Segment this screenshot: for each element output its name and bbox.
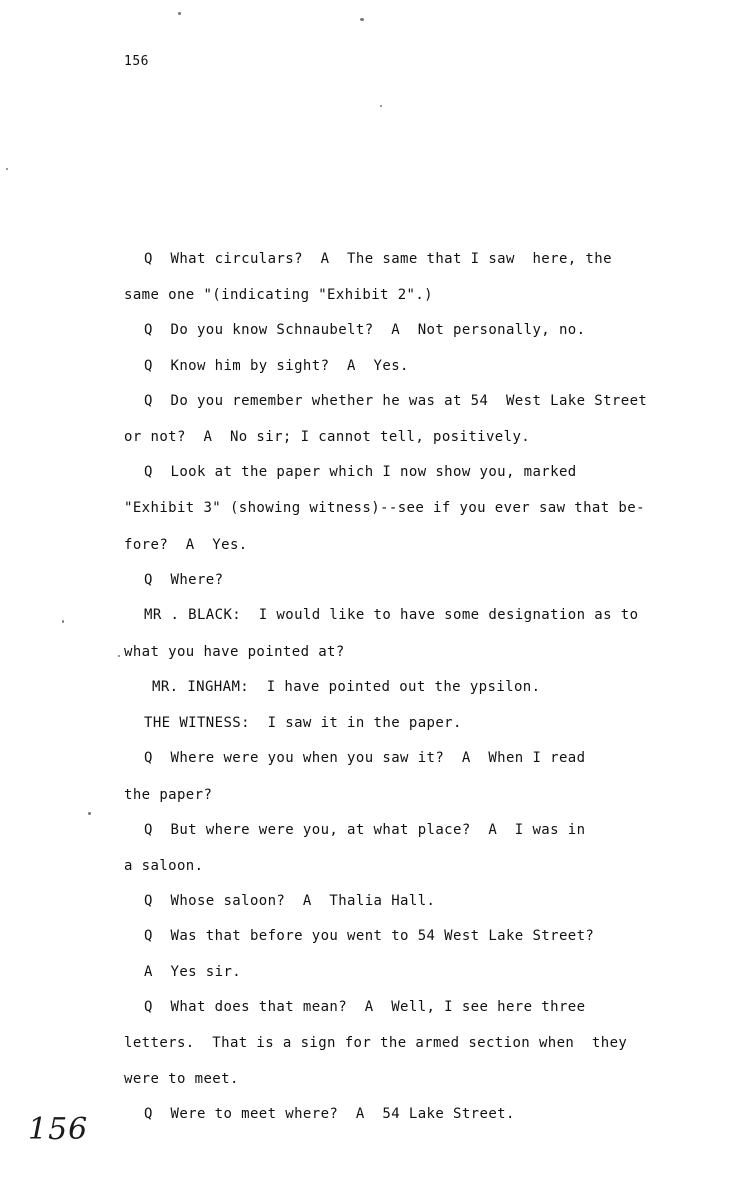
text-line: same one "(indicating "Exhibit 2".) [124,287,434,303]
text-line: Q Know him by sight? A Yes. [144,358,409,374]
text-line: Q Where? [144,572,224,588]
paper-speck [118,655,120,657]
paper-speck [178,12,181,15]
text-line: Q Look at the paper which I now show you, marked [144,464,577,480]
text-line: Q Do you remember whether he was at 54 West Lake Street [144,393,648,409]
handwritten-page-number: 156 [28,1112,89,1147]
text-line: A Yes sir. [144,964,242,980]
text-line: or not? A No sir; I cannot tell, positively. [124,429,531,445]
paper-speck [360,18,364,21]
text-line: Q Where were you when you saw it? A When I read [144,750,586,766]
text-line: Q Whose saloon? A Thalia Hall. [144,893,436,909]
text-line: a saloon. [124,858,204,874]
text-line: were to meet. [124,1071,239,1087]
text-line: letters. That is a sign for the armed section when they [124,1035,628,1051]
text-line: MR . BLACK: I would like to have some designation as to [144,607,639,623]
text-line: MR. INGHAM: I have pointed out the ypsilon. [152,679,541,695]
text-line: Q What circulars? A The same that I saw here, the [144,251,612,267]
page-number: 156 [124,54,149,69]
paper-speck [62,620,64,623]
text-line: Q What does that mean? A Well, I see here three [144,999,586,1015]
text-line: the paper? [124,787,213,803]
paper-speck [380,105,382,107]
paper-speck [6,168,8,170]
text-line: Q Was that before you went to 54 West Lake Street? [144,928,595,944]
text-line: Q Do you know Schnaubelt? A Not personally, no. [144,322,586,338]
paper-speck [88,812,91,815]
text-line: what you have pointed at? [124,644,345,660]
text-line: THE WITNESS: I saw it in the paper. [144,715,462,731]
text-line: "Exhibit 3" (showing witness)--see if you ever saw that be- [124,500,645,516]
text-line: Q But where were you, at what place? A I was in [144,822,586,838]
text-line: Q Were to meet where? A 54 Lake Street. [144,1106,515,1122]
text-line: fore? A Yes. [124,537,248,553]
